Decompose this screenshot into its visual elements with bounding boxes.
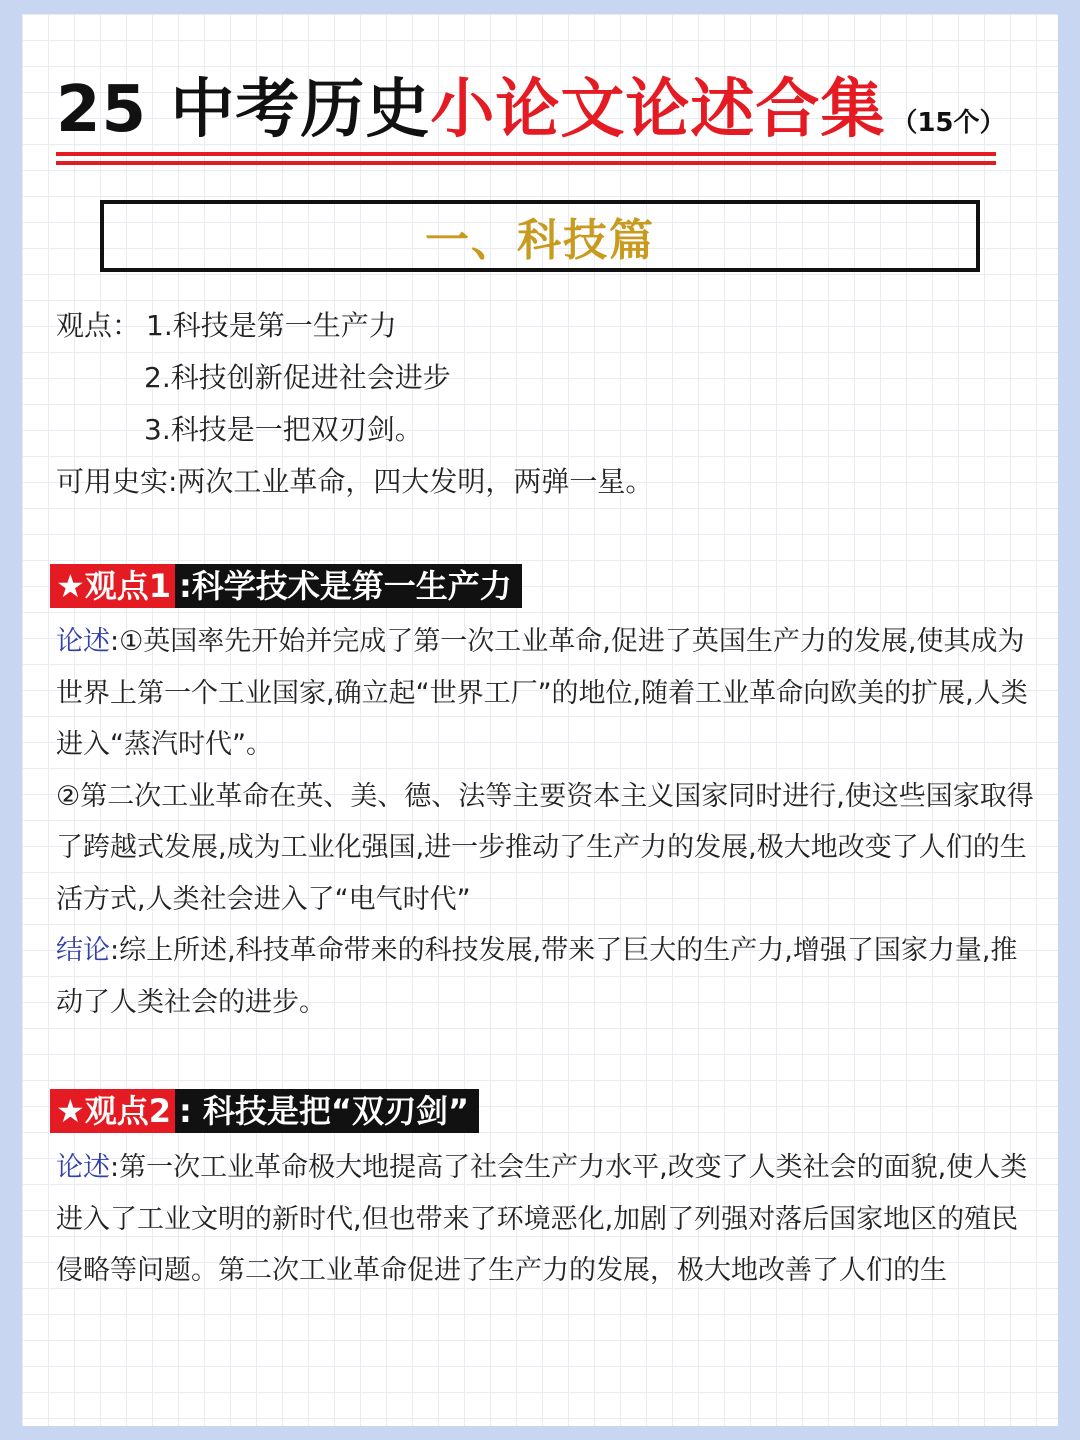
argument-text: :①英国率先开始并完成了第一次工业革命,促进了英国生产力的发展,使其成为世界上第一个工业国家,确立起“世界工厂”的地位,随着工业革命向欧美的扩展,人类进入“蒸汽时代”。 <box>56 626 1028 760</box>
argument-label: 论述 <box>56 1152 110 1183</box>
viewpoint-1-label: ★观点1 <box>50 564 175 608</box>
viewpoint-2-heading <box>50 1089 479 1133</box>
argument-text: :第一次工业革命极大地提高了社会生产力水平,改变了人类社会的面貌,使人类进入了工业文明的新时代,但也带来了环境恶化,加剧了列强对落后国家地区的殖民侵略等问题。第二次工业革命促进了生产力的发展，极大地改善了人们的生 <box>56 1152 1028 1286</box>
conclusion-label: 结论 <box>56 935 110 966</box>
viewpoints-label: 观点： <box>56 309 141 342</box>
viewpoint-1-heading <box>50 564 522 608</box>
viewpoint-item-2: 2.科技创新促进社会进步 <box>144 361 451 394</box>
title-count: （15个） <box>891 108 1006 138</box>
argument-label: 论述 <box>56 626 110 657</box>
title-red-part: 小论文论述合集 <box>430 73 886 147</box>
viewpoint-2-title: : 科技是把“双刃剑” <box>175 1089 479 1133</box>
section-title: 一、科技篇 <box>425 215 655 266</box>
historical-facts: 可用史实:两次工业革命，四大发明，两弹一星。 <box>56 465 654 498</box>
section-title-box <box>100 200 980 272</box>
conclusion-text: :综上所述,科技革命带来的科技发展,带来了巨大的生产力,增强了国家力量,推动了人类社会的进步。 <box>56 935 1018 1018</box>
viewpoint-2-argument <box>56 1142 1036 1297</box>
title-underline-top <box>56 152 996 156</box>
viewpoint-2-label: ★观点2 <box>50 1089 175 1133</box>
viewpoint-item-3: 3.科技是一把双刃剑。 <box>144 413 423 446</box>
title-black-part: 25 中考历史 <box>56 73 431 147</box>
page-sheet <box>22 14 1058 1426</box>
viewpoint-1-argument <box>56 616 1036 1028</box>
argument-text-2: ②第二次工业革命在英、美、德、法等主要资本主义国家同时进行,使这些国家取得了跨越式发展,成为工业化强国,进一步推动了生产力的发展,极大地改变了人们的生活方式,人类社会进入了“电气时代” <box>56 780 1034 915</box>
viewpoint-item-1: 1.科技是第一生产力 <box>146 309 397 342</box>
title-underline-bottom <box>56 161 996 165</box>
viewpoint-1-title: :科学技术是第一生产力 <box>175 564 522 608</box>
